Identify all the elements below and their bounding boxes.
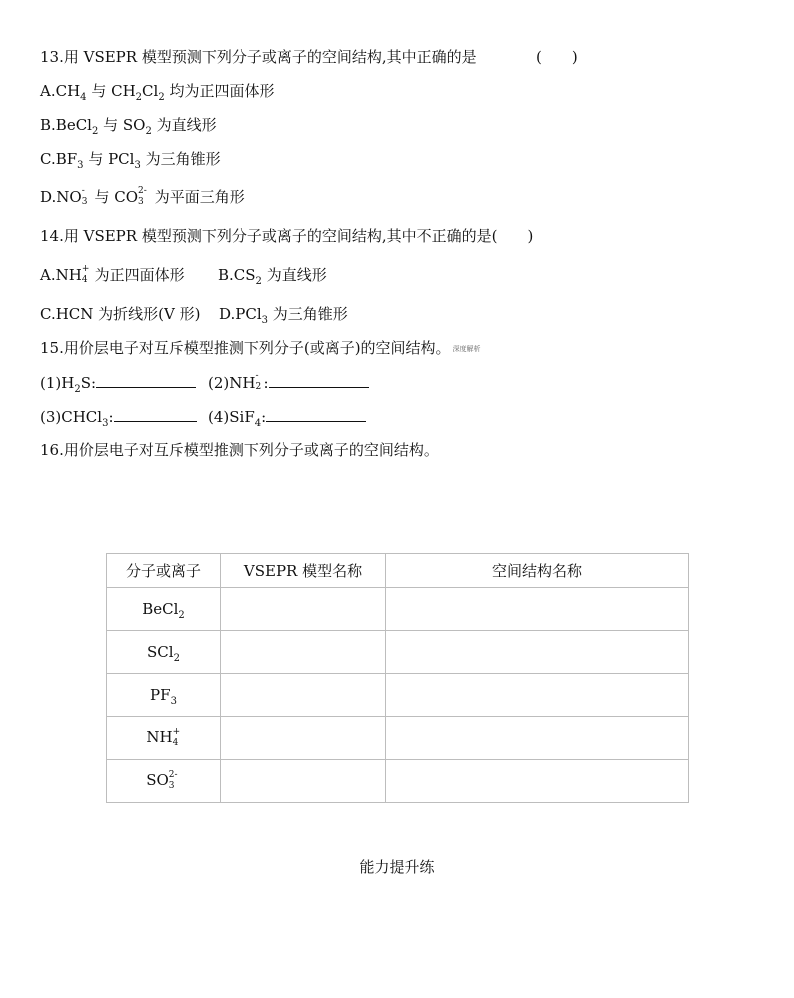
q15-blank-3[interactable] (114, 406, 197, 422)
structure-answer-cell[interactable] (386, 631, 689, 674)
q15-blank-2[interactable] (269, 372, 369, 388)
section-heading: 能力提升练 (359, 858, 435, 876)
table-row (107, 717, 689, 760)
q14-stem: 14.用 VSEPR 模型预测下列分子或离子的空间结构,其中不正确的是( ) (40, 227, 534, 245)
vsepr-answer-cell[interactable] (221, 631, 386, 674)
vsepr-answer-cell[interactable] (221, 717, 386, 760)
q15-item-1: $(1)H_2S$: (40, 372, 196, 393)
table-header-row (107, 554, 689, 588)
q16-stem: 16.用价层电子对互斥模型推测下列分子或离子的空间结构。 (40, 441, 439, 459)
q15-item-2: (2)NH - 2 : (208, 372, 369, 393)
vsepr-answer-cell[interactable] (221, 674, 386, 717)
q13-option-d: D.NO - 3 与 CO 2- 3 为平面三角形 (40, 186, 245, 207)
q13-stem (40, 47, 477, 67)
q14-option-c: C.HCN 为折线形(V 形) (40, 305, 201, 323)
q15-stem: 15.用价层电子对互斥模型推测下列分子(或离子)的空间结构。 深度解析 (40, 339, 481, 357)
q13-answer-paren: ( ) (536, 48, 578, 66)
table-row (107, 588, 689, 631)
vsepr-answer-cell[interactable] (221, 588, 386, 631)
q15-item-4: (4)SiF$_4$: (208, 406, 366, 427)
q15-item-3: (3)CHCl$_3$: (40, 406, 197, 427)
structure-answer-cell[interactable] (386, 674, 689, 717)
vsepr-answer-cell[interactable] (221, 760, 386, 803)
header-vsepr-model: VSEPR 模型名称 (221, 554, 386, 588)
q14-option-d: D.PCl$_3$ 为三角锥形 (219, 305, 348, 326)
q14-option-a: A.NH + 4 为正四面体形 (40, 264, 185, 285)
structure-answer-cell[interactable] (386, 760, 689, 803)
species-cell: SCl$_2$ (107, 631, 221, 674)
q15-blank-1[interactable] (96, 372, 196, 388)
header-spatial-structure: 空间结构名称 (386, 554, 689, 588)
q15-tag: 深度解析 (452, 345, 481, 353)
species-cell: SO 2- 3 (107, 760, 221, 803)
header-species: 分子或离子 (107, 554, 221, 588)
structure-answer-cell[interactable] (386, 717, 689, 760)
q14-option-b: $B.CS_2$ 为直线形 (218, 266, 327, 287)
q13-option-c: $C.BF_3$ 与 PCl$_3$ 为三角锥形 (40, 150, 221, 171)
species-cell: BeCl$_2$ (107, 588, 221, 631)
q13-option-a: $A.CH_4$ 与 $CH_2Cl_2$ 均为正四面体形 (40, 82, 275, 103)
table-row (107, 674, 689, 717)
species-cell: $PF_3$ (107, 674, 221, 717)
table-row (107, 760, 689, 803)
table-row (107, 631, 689, 674)
structure-answer-cell[interactable] (386, 588, 689, 631)
q13-option-b: B.BeCl$_2$ 与 $SO_2$ 为直线形 (40, 116, 217, 137)
q15-blank-4[interactable] (266, 406, 366, 422)
q13-stem-text: 13.用 VSEPR 模型预测下列分子或离子的空间结构,其中正确的是 (40, 48, 477, 66)
vsepr-table (106, 553, 689, 803)
species-cell: NH + 4 (107, 717, 221, 760)
